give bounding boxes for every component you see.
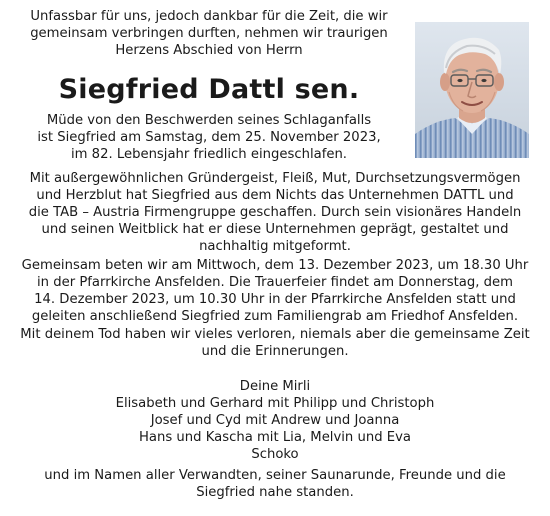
family-line: Schoko	[251, 447, 299, 462]
intro-text	[28, 8, 390, 59]
service-details	[16, 257, 534, 325]
service-line: in der Pfarrkirche Ansfelden. Die Trauerfeier findet am Donnerstag, dem	[37, 275, 513, 290]
service-line: Gemeinsam beten wir am Mittwoch, dem 13. Dezember 2023, um 18.30 Uhr	[21, 258, 529, 273]
biography-line: und Herzblut hat Siegfried aus dem Nichts das Unternehmen DATTL und	[36, 188, 514, 203]
service-line: geleiten anschließend Siegfried zum Familiengrab am Friedhof Ansfelden.	[31, 309, 519, 324]
biography-line: Mit außergewöhnlichen Gründergeist, Fleiß, Mut, Durchsetzungsvermögen	[29, 171, 521, 186]
biography-line: die TAB – Austria Firmengruppe geschaffen. Durch sein visionäres Handeln	[28, 205, 522, 220]
family-line: Josef und Cyd mit Andrew und Joanna	[150, 413, 400, 428]
family-line: Deine Mirli	[239, 379, 311, 394]
memory-text	[16, 326, 534, 360]
intro-line: Unfassbar für uns, jedoch dankbar für die Zeit, die wir	[30, 9, 388, 24]
biography-line: nachhaltig mitgeformt.	[199, 239, 351, 254]
death-line: Müde von den Beschwerden seines Schlaganfalls	[46, 113, 372, 128]
memory-line: Mit deinem Tod haben wir vieles verloren, niemals aber die gemeinsame Zeit	[20, 327, 530, 342]
family-line: Hans und Kascha mit Lia, Melvin und Eva	[139, 430, 411, 445]
death-announcement	[28, 112, 390, 163]
family-signatures	[16, 378, 534, 463]
memory-line: und die Erinnerungen.	[201, 344, 349, 359]
closing-line: Siegfried nahe standen.	[196, 485, 354, 500]
death-line: ist Siegfried am Samstag, dem 25. November 2023,	[37, 130, 381, 145]
death-line: im 82. Lebensjahr friedlich eingeschlafen.	[70, 147, 348, 162]
biography-line: und seinen Weitblick hat er diese Unternehmen geprägt, gestaltet und	[41, 222, 509, 237]
family-line: Elisabeth und Gerhard mit Philipp und Christoph	[115, 396, 435, 411]
deceased-name: Siegfried Dattl sen.	[58, 74, 360, 105]
closing-text	[16, 467, 534, 501]
intro-line: Herzens Abschied von Herrn	[115, 43, 303, 58]
closing-line: und im Namen aller Verwandten, seiner Saunarunde, Freunde und die	[44, 468, 506, 483]
biography-text	[16, 170, 534, 255]
portrait-photo	[415, 22, 529, 158]
service-line: 14. Dezember 2023, um 10.30 Uhr in der Pfarrkirche Ansfelden statt und	[34, 292, 516, 307]
intro-line: gemeinsam verbringen durften, nehmen wir traurigen	[30, 26, 388, 41]
